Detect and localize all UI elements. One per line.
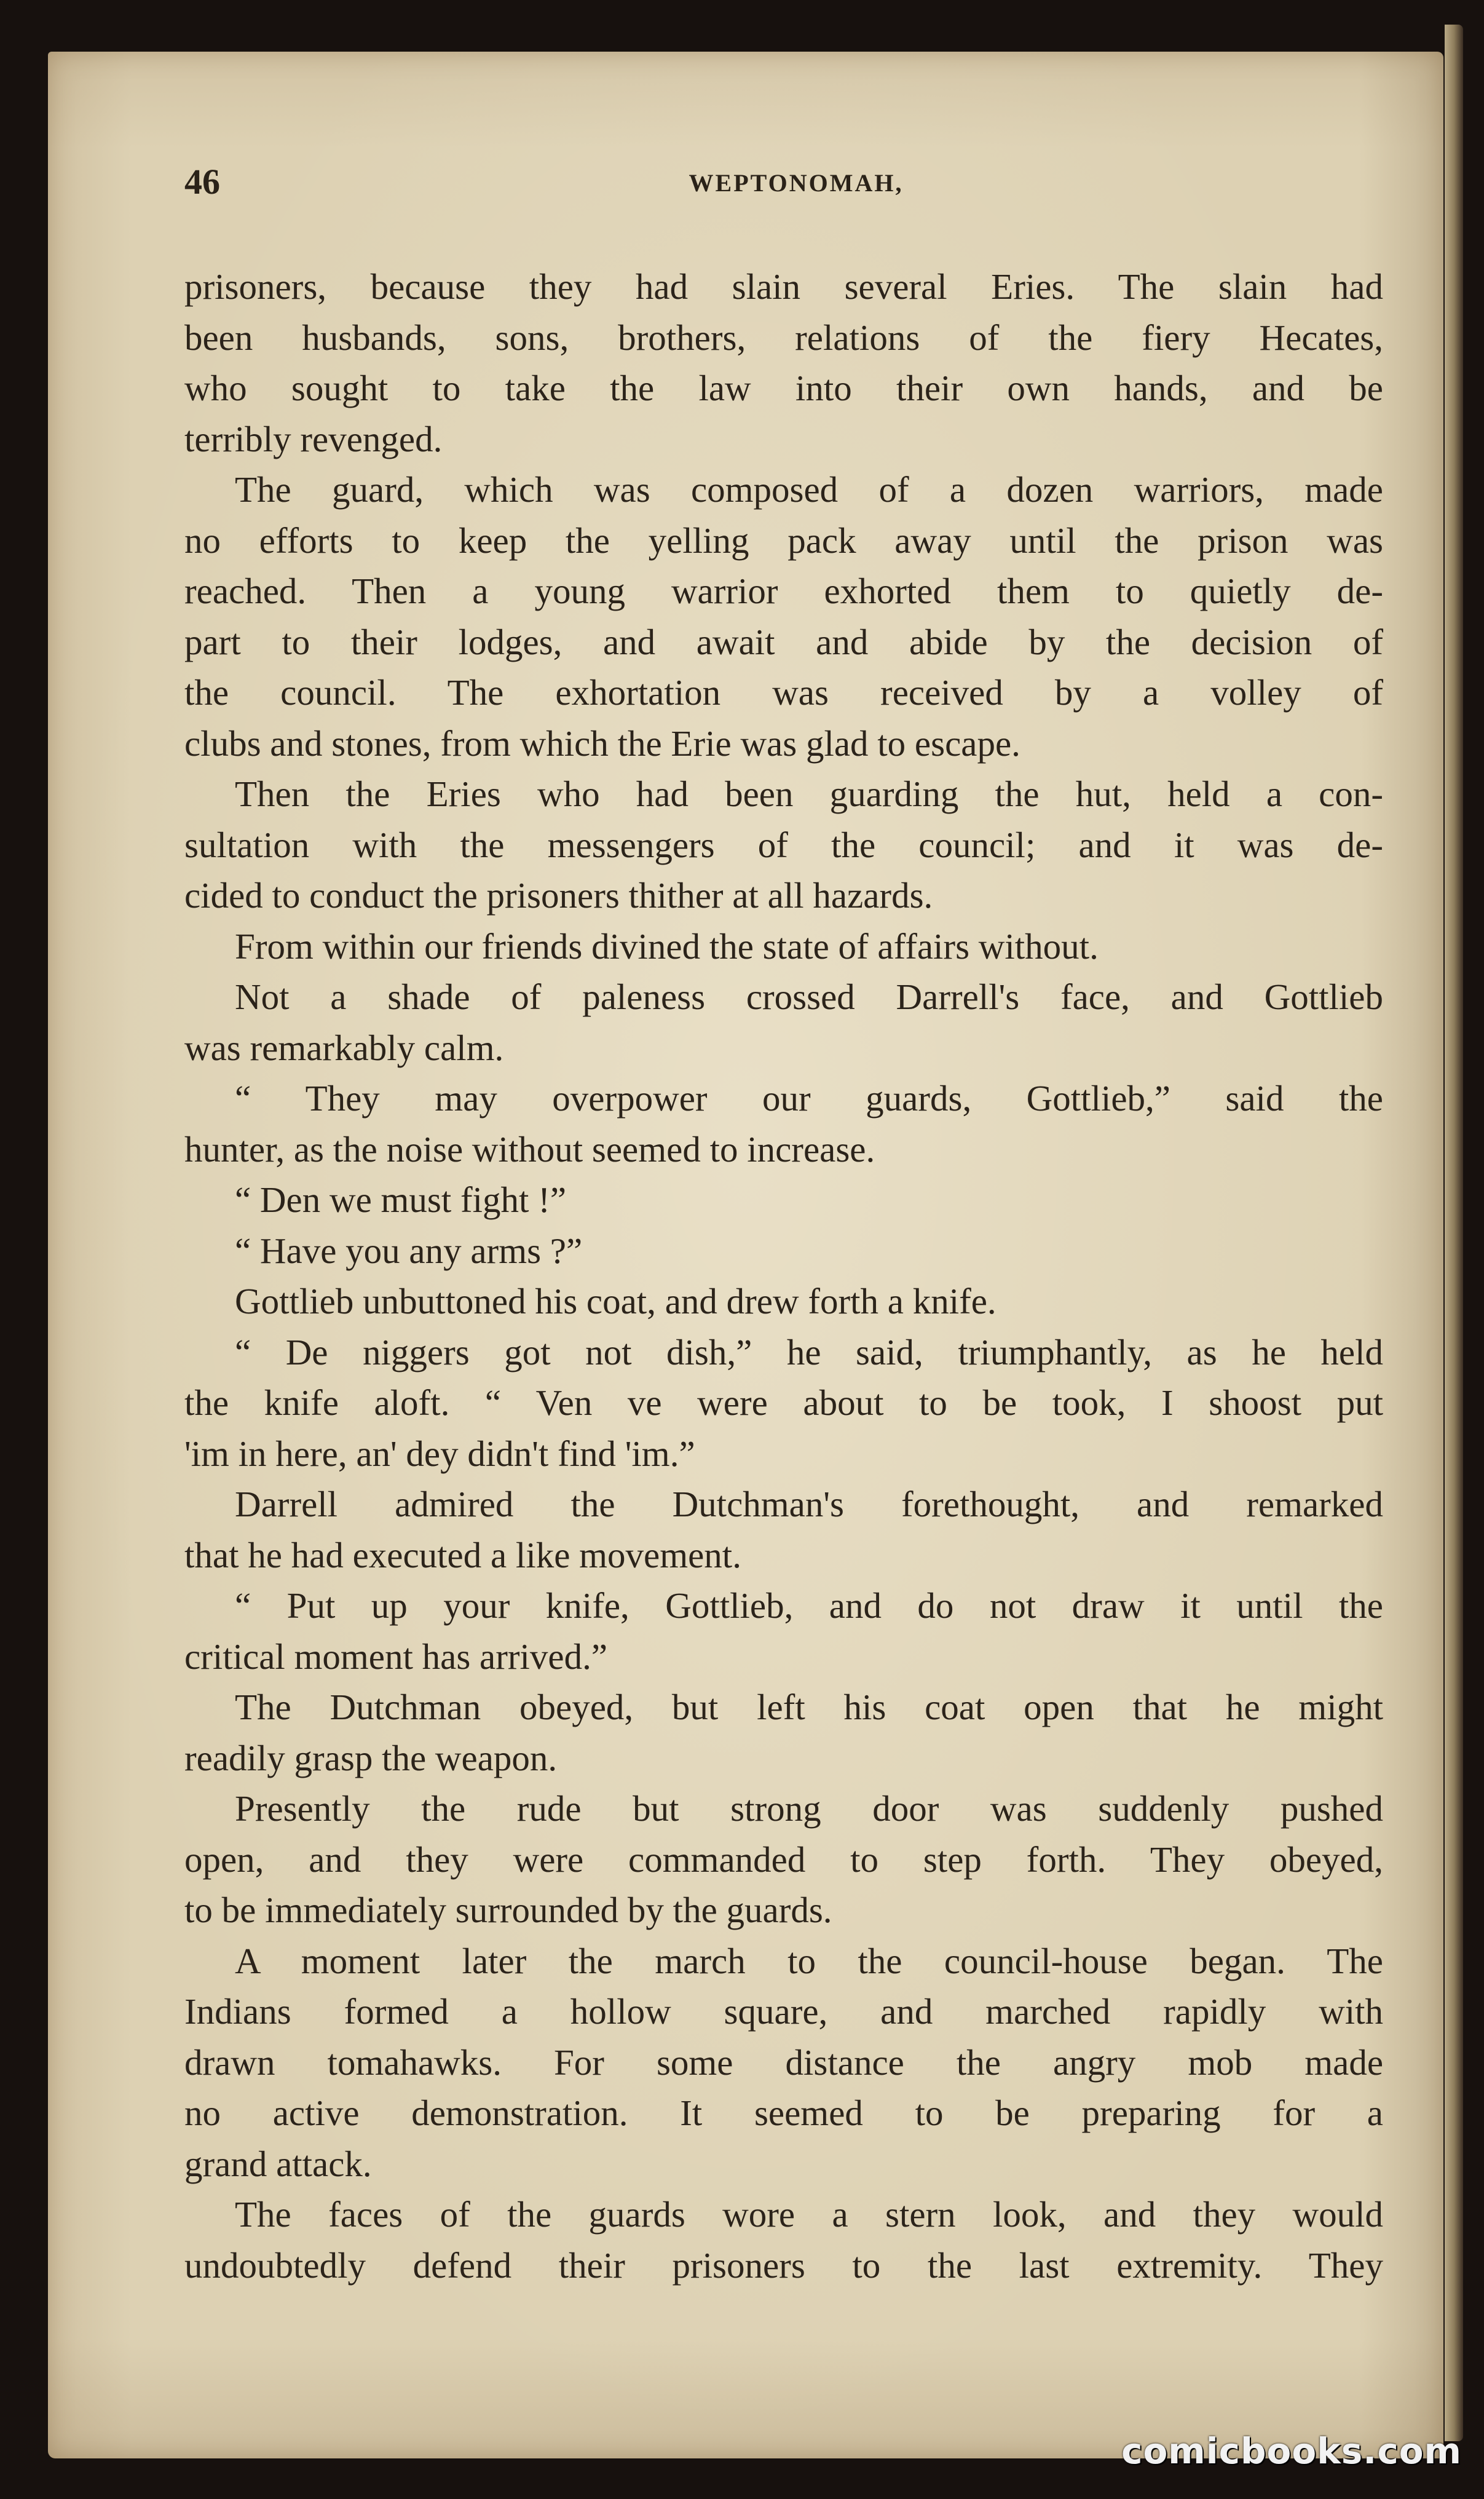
text-line: “ Put up your knife, Gottlieb, and do not draw it until the	[235, 1585, 1383, 1626]
text-line: drawn tomahawks. For some distance the angry mob made	[184, 2042, 1383, 2083]
text-line: “ Den we must fight !”	[235, 1179, 567, 1220]
text-line: readily grasp the weapon.	[184, 1737, 558, 1778]
page-header	[184, 161, 1383, 216]
text-line: The Dutchman obeyed, but left his coat open that he might	[235, 1687, 1383, 1727]
watermark: comicbooks.com	[1121, 2430, 1462, 2472]
text-line: Then the Eries who had been guarding the hut, held a con-	[235, 774, 1383, 814]
text-line: to be immediately surrounded by the guards.	[184, 1890, 832, 1930]
text-line: Gottlieb unbuttoned his coat, and drew forth a knife.	[235, 1281, 997, 1321]
text-line: Darrell admired the Dutchman's forethought, and remarked	[235, 1484, 1383, 1524]
text-line: that he had executed a like movement.	[184, 1534, 741, 1575]
body-text	[184, 261, 1383, 2291]
text-line: no active demonstration. It seemed to be preparing for a	[184, 2093, 1383, 2133]
text-line: 'im in here, an' dey didn't find 'im.”	[184, 1433, 695, 1474]
text-line: reached. Then a young warrior exhorted them to quietly de-	[184, 571, 1383, 611]
text-line: “ Have you any arms ?”	[235, 1230, 583, 1271]
text-line: Not a shade of paleness crossed Darrell's face, and Gottlieb	[235, 976, 1383, 1017]
text-line: hunter, as the noise without seemed to increase.	[184, 1128, 875, 1170]
page-edge	[1445, 25, 1463, 2441]
text-line: undoubtedly defend their prisoners to the last extremity. They	[184, 2244, 1383, 2286]
text-line: open, and they were commanded to step forth. They obeyed,	[184, 1839, 1383, 1880]
text-line: been husbands, sons, brothers, relations of the fiery Hecates,	[184, 317, 1383, 358]
text-line: The guard, which was composed of a dozen warriors, made	[235, 469, 1383, 510]
text-line: cided to conduct the prisoners thither at all hazards.	[184, 875, 933, 916]
text-line: part to their lodges, and await and abide by the decision of	[184, 621, 1383, 662]
text-line: “ They may overpower our guards, Gottlieb,” said the	[235, 1078, 1383, 1119]
text-line: sultation with the messengers of the council; and it was de-	[184, 824, 1383, 865]
text-line: clubs and stones, from which the Erie was glad to escape.	[184, 723, 1020, 764]
text-line: terribly revenged.	[184, 418, 443, 459]
text-line: who sought to take the law into their own hands, and be	[184, 368, 1383, 408]
text-line: The faces of the guards wore a stern look, and they would	[235, 2194, 1383, 2235]
text-line: A moment later the march to the council-house began. The	[235, 1940, 1383, 1981]
text-line: no efforts to keep the yelling pack away until the prison was	[184, 520, 1383, 561]
text-line: Presently the rude but strong door was suddenly pushed	[235, 1788, 1383, 1829]
text-line: From within our friends divined the state of affairs without.	[235, 925, 1099, 967]
text-line: grand attack.	[184, 2143, 372, 2184]
running-title: WEPTONOMAH,	[689, 169, 904, 197]
text-line: Indians formed a hollow square, and marched rapidly with	[184, 1991, 1383, 2032]
page-number: 46	[184, 162, 220, 202]
text-line: “ De niggers got not dish,” he said, triumphantly, as he held	[235, 1331, 1383, 1372]
text-line: the council. The exhortation was received by a volley of	[184, 672, 1383, 713]
text-line: the knife aloft. “ Ven ve were about to be took, I shoost put	[184, 1382, 1383, 1423]
text-line: critical moment has arrived.”	[184, 1636, 608, 1677]
text-line: was remarkably calm.	[184, 1027, 504, 1068]
text-line: prisoners, because they had slain several Eries. The slain had	[184, 266, 1383, 307]
